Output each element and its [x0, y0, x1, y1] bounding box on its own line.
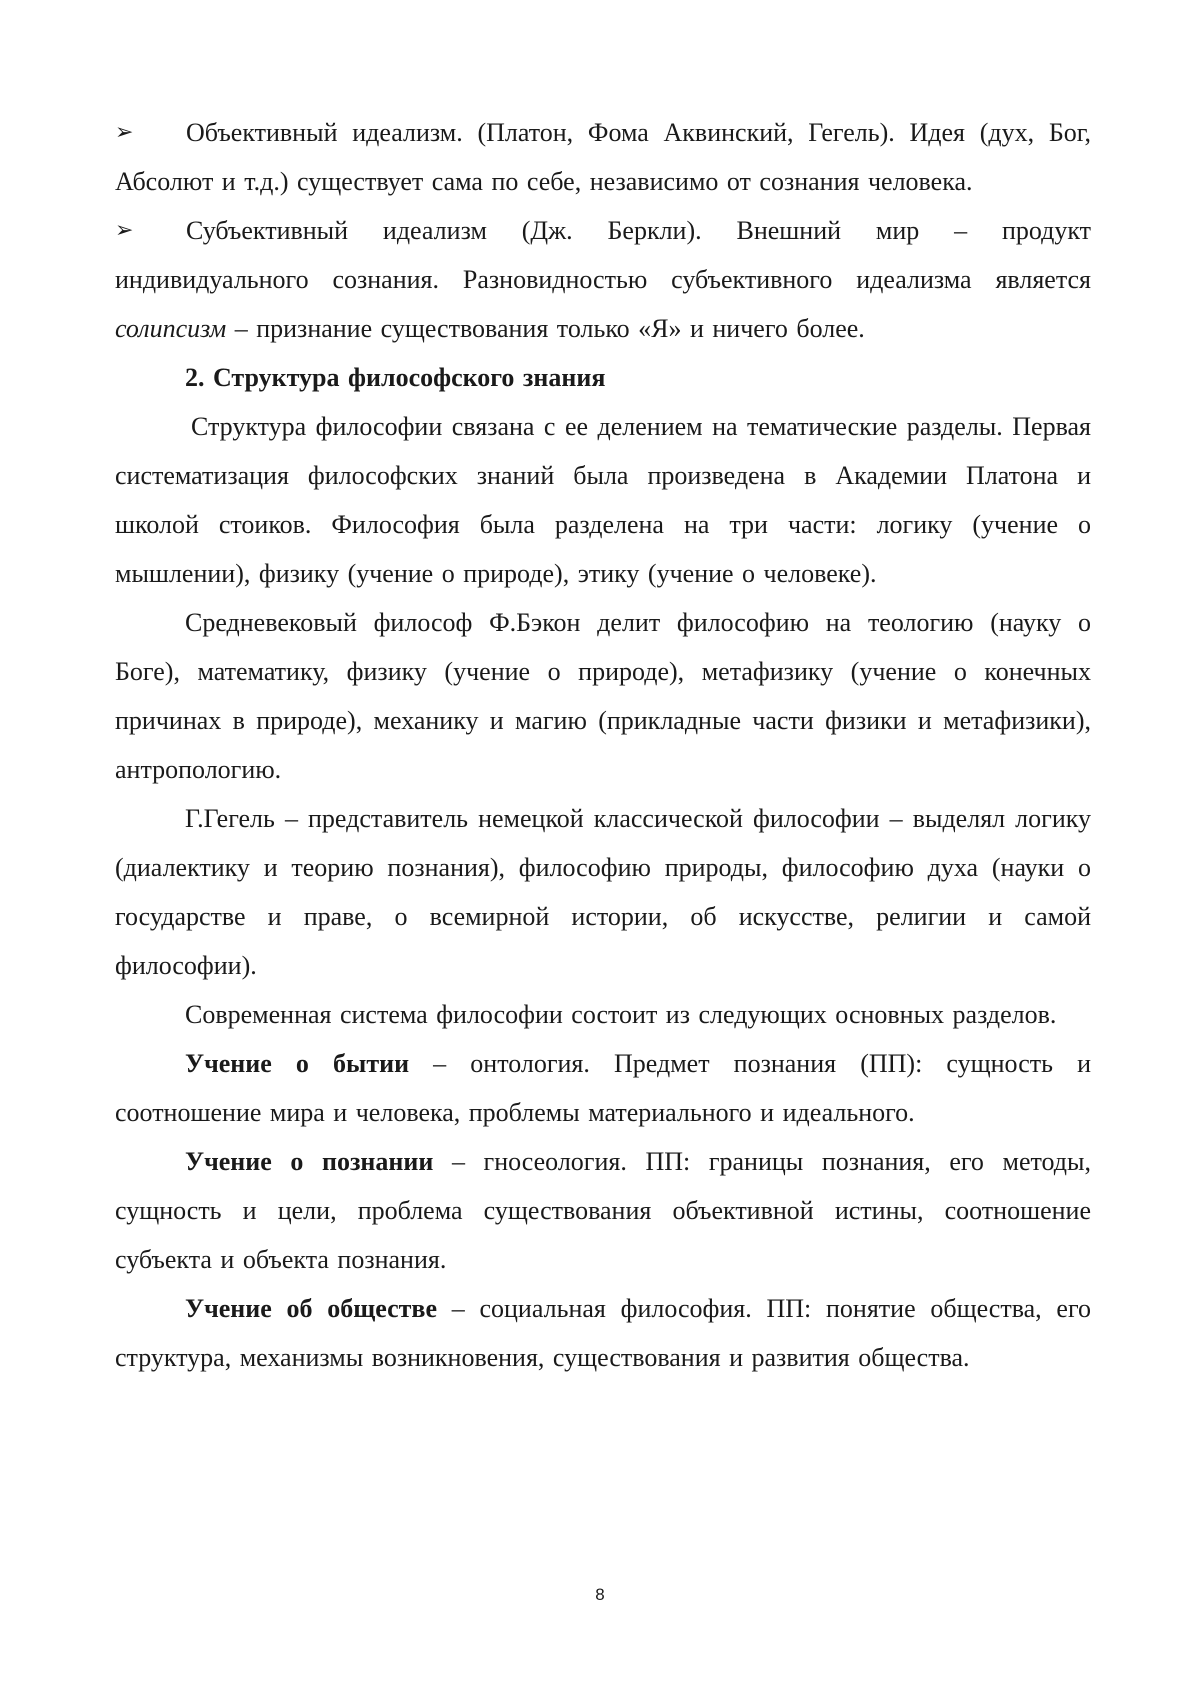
definition-text: – социальная философия. ПП: понятие общества, его структура, механизмы возникновения, существования и развития общества.: [115, 1294, 1091, 1372]
section-heading: 2. Структура философского знания: [185, 363, 606, 392]
definition-term: Учение о познании: [185, 1147, 434, 1176]
italic-term: солипсизм: [115, 314, 227, 343]
bullet-subjective-idealism: [115, 206, 1091, 353]
definition-text: – гносеология. ПП: границы познания, его методы, сущность и цели, проблема существования объективной истины, соотношение субъекта и объекта познания.: [115, 1147, 1091, 1274]
definition-gnoseology: [115, 1137, 1091, 1284]
bullet-text: Объективный идеализм. (Платон, Фома Аквинский, Гегель). Идея (дух, Бог, Абсолют и т.д.) существует сама по себе, независимо от сознания человека.: [115, 118, 1091, 196]
definition-term: Учение об обществе: [185, 1294, 437, 1323]
paragraph-modern-system: Современная система философии состоит из следующих основных разделов.: [185, 1000, 1057, 1029]
arrow-bullet-icon: ➢: [115, 120, 134, 145]
bullet-text-after: – признание существования только «Я» и ничего более.: [226, 314, 865, 343]
definition-ontology: [115, 1039, 1091, 1137]
paragraph-structure: Структура философии связана с ее делением на тематические разделы. Первая систематизация философских знаний была произведена в Академии Платона и школой стоиков. Философия была разделена на три части: логику (учение о мышлении), физику (учение о природе), этику (учение о человеке).: [115, 412, 1091, 588]
document-page: [115, 108, 1091, 1382]
definition-social-philosophy: [115, 1284, 1091, 1382]
bullet-objective-idealism: [115, 108, 1091, 206]
arrow-bullet-icon: ➢: [115, 218, 134, 243]
page-number: 8: [595, 1585, 605, 1604]
paragraph-bacon: Средневековый философ Ф.Бэкон делит философию на теологию (науку о Боге), математику, физику (учение о природе), метафизику (учение о конечных причинах в природе), механику и магию (прикладные части физики и метафизики), антропологию.: [115, 608, 1091, 784]
definition-text: – онтология. Предмет познания (ПП): сущность и соотношение мира и человека, проблемы материального и идеального.: [115, 1049, 1091, 1127]
bullet-text-before: Субъективный идеализм (Дж. Беркли). Внешний мир – продукт индивидуального сознания. Разновидностью субъективного идеализма является: [115, 216, 1091, 294]
paragraph-hegel: Г.Гегель – представитель немецкой классической философии – выделял логику (диалектику и теорию познания), философию природы, философию духа (науки о государстве и праве, о всемирной истории, об искусстве, религии и самой философии).: [115, 804, 1091, 980]
definition-term: Учение о бытии: [185, 1049, 410, 1078]
